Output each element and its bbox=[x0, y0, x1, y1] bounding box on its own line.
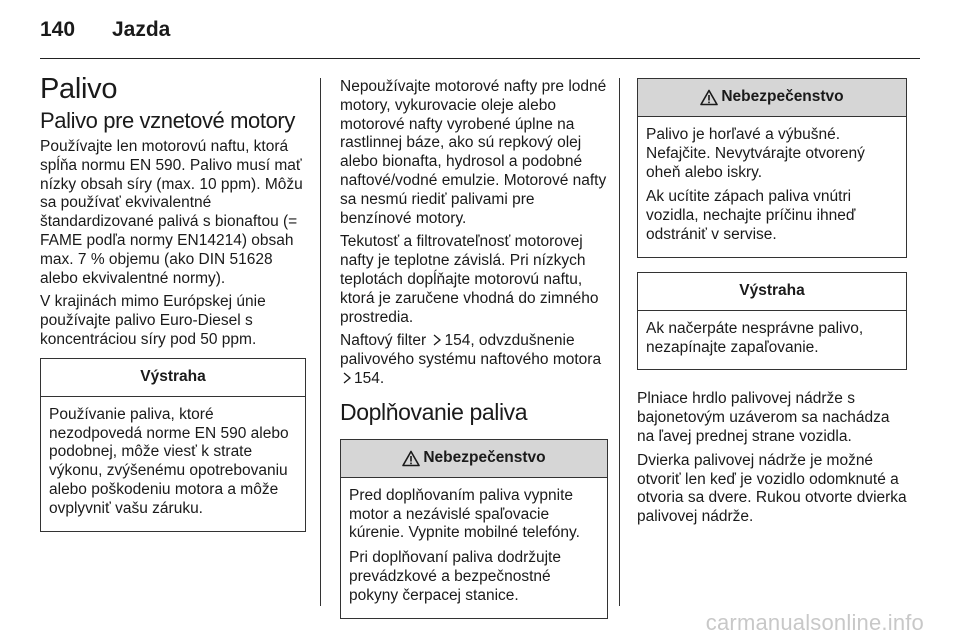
danger-text: Pred doplňovaním paliva vypnite motor a nezávislé spaľovacie kúrenie. Vypnite mobilné telefóny. bbox=[349, 486, 580, 542]
danger-box bbox=[340, 439, 608, 619]
danger-box-title: Nebezpečenstvo bbox=[638, 79, 906, 117]
watermark: carmanualsonline.info bbox=[705, 610, 924, 635]
danger-box-title: Nebezpečenstvo bbox=[341, 440, 607, 478]
warning-box bbox=[637, 272, 907, 371]
warning-box-title: Výstraha bbox=[638, 273, 906, 311]
section-title: Palivo bbox=[40, 73, 118, 105]
paragraph-with-refs: Naftový filter 154, odvzdušnenie palivového systému naftového motora 154. bbox=[340, 332, 602, 387]
column-1 bbox=[40, 72, 306, 542]
paragraph: V krajinách mimo Európskej únie používajte palivo Euro-Diesel s koncentráciou síry pod 50 ppm. bbox=[40, 293, 266, 348]
paragraph: Používajte len motorovú naftu, ktorá spĺňa normu EN 590. Palivo musí mať nízky obsah síry (max. 10 ppm). Môžu sa používať ekvivalentné štandardizované palivá s bionaftou (= FAME podľa normy EN14214) obsah max. 7 % objemu (ako DIN 51628 alebo ekvivalentné normy). bbox=[40, 138, 303, 287]
chapter-title: Jazda bbox=[112, 18, 171, 41]
danger-text: Ak ucítite zápach paliva vnútri vozidla, nechajte príčinu ihneď odstrániť v servise. bbox=[646, 188, 856, 243]
warning-text: Používanie paliva, ktoré nezodpovedá norme EN 590 alebo podobnej, môže viesť k strate výkonu, zvýšenému opotrebovaniu alebo poškodeniu motora a môže ovplyvniť vašu záruku. bbox=[49, 405, 289, 517]
column-divider bbox=[619, 78, 620, 606]
column-divider bbox=[320, 78, 321, 606]
warning-box-title: Výstraha bbox=[41, 359, 305, 397]
paragraph: Dvierka palivovej nádrže je možné otvoriť len keď je vozidlo odomknuté a otvoria sa dvere. Rukou otvorte dvierka palivovej nádrže. bbox=[637, 451, 907, 526]
page-header bbox=[40, 18, 170, 48]
page-reference-icon bbox=[432, 334, 442, 346]
warning-box bbox=[40, 358, 306, 532]
subsection-title: Doplňovanie paliva bbox=[340, 398, 528, 425]
danger-text: Pri doplňovaní paliva dodržujte prevádzkové a bezpečnostné pokyny čerpacej stanice. bbox=[349, 549, 561, 604]
page-reference-icon bbox=[342, 372, 352, 384]
column-3 bbox=[637, 78, 907, 532]
subsection-title: Palivo pre vznetové motory bbox=[40, 108, 295, 133]
paragraph: Tekutosť a filtrovateľnosť motorovej nafty je teplotne závislá. Pri nízkych teplotách dopĺňajte motorovú naftu, ktorá je zaručene vhodná do zimného prostredia. bbox=[340, 233, 599, 326]
header-rule bbox=[40, 58, 920, 59]
danger-box bbox=[637, 78, 907, 258]
paragraph: Nepoužívajte motorové nafty pre lodné motory, vykurovacie oleje alebo motorové nafty vyrobené úplne na rastlinnej báze, ako sú repkový olej alebo bionafta, hydrosol a podobné naftové/vodné emulzie. Motorové nafty sa nesmú riediť palivami pre benzínové motory. bbox=[340, 78, 607, 227]
page-number: 140 bbox=[40, 18, 76, 41]
warning-triangle-icon bbox=[700, 89, 718, 106]
column-2 bbox=[340, 78, 608, 629]
danger-text: Palivo je horľavé a výbušné. Nefajčite. Nevytvárajte otvorený oheň alebo iskry. bbox=[646, 126, 865, 181]
paragraph: Plniace hrdlo palivovej nádrže s bajonetovým uzáverom sa nachádza na ľavej prednej strane vozidla. bbox=[637, 390, 890, 445]
warning-triangle-icon bbox=[402, 450, 420, 467]
warning-text: Ak načerpáte nesprávne palivo, nezapínajte zapaľovanie. bbox=[646, 319, 864, 356]
